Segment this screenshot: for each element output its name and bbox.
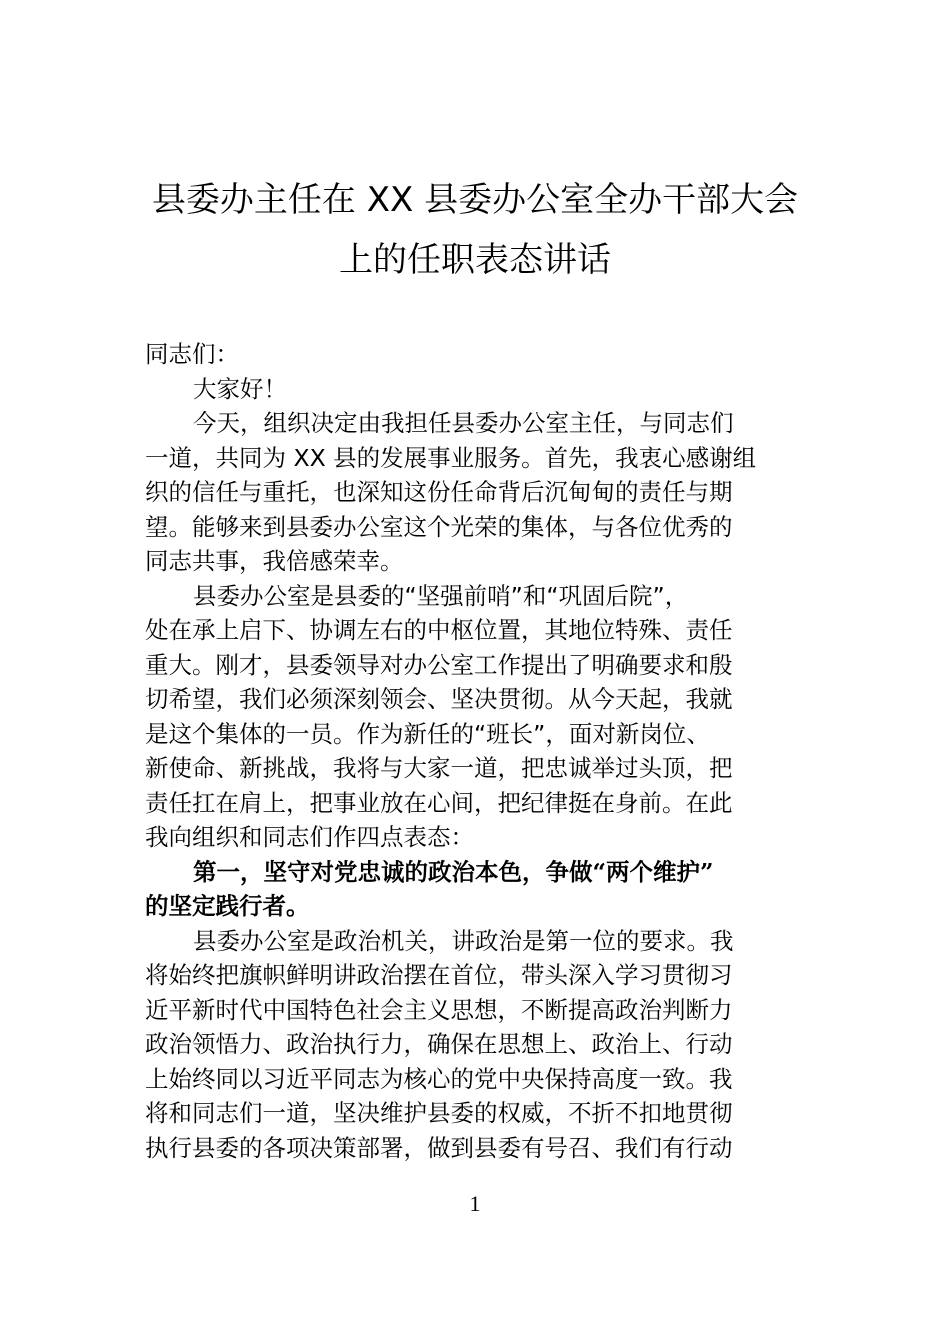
section-heading-line: 第一，坚守对党忠诚的政治本色，争做“两个维护” — [193, 857, 714, 886]
paragraph-line: 我向组织和同志们作四点表态： — [145, 823, 474, 851]
paragraph-line: 上始终同以习近平同志为核心的党中央保持高度一致。我 — [145, 1064, 733, 1093]
paragraph-line: 重大。刚才，县委领导对办公室工作提出了明确要求和殷 — [145, 650, 733, 679]
paragraph-line: 将始终把旗帜鲜明讲政治摆在首位，带头深入学习贯彻习 — [145, 961, 733, 989]
title-line: 上的任职表态讲话 — [339, 240, 611, 280]
paragraph-line: 大家好！ — [193, 374, 287, 403]
document-title — [140, 170, 810, 290]
paragraph-line: 是这个集体的一员。作为新任的“班长”，面对新岗位、 — [145, 719, 710, 748]
paragraph-line: 望。能够来到县委办公室这个光荣的集体，与各位优秀的 — [145, 512, 733, 541]
paragraph-line: 处在承上启下、协调左右的中枢位置，其地位特殊、责任 — [145, 616, 733, 644]
paragraph-line: 一道，共同为 XX 县的发展事业服务。首先，我衷心感谢组 — [145, 443, 757, 472]
paragraph-line: 政治领悟力、政治执行力，确保在思想上、政治上、行动 — [145, 1030, 733, 1058]
paragraph-line: 新使命、新挑战，我将与大家一道，把忠诚举过头顶，把 — [145, 754, 733, 782]
paragraph-line: 今天，组织决定由我担任县委办公室主任，与同志们 — [193, 409, 734, 437]
paragraph-line: 同志们： — [145, 340, 239, 368]
paragraph-line: 执行县委的各项决策部署，做到县委有号召、我们有行动 — [145, 1133, 733, 1162]
paragraph-line: 织的信任与重托，也深知这份任命背后沉甸甸的责任与期 — [145, 478, 733, 506]
paragraph-line: 切希望，我们必须深刻领会、坚决贯彻。从今天起，我就 — [145, 685, 733, 713]
paragraph-line: 县委办公室是县委的“坚强前哨”和“巩固后院”， — [193, 581, 689, 610]
page-number: 1 — [469, 1191, 481, 1216]
paragraph-line: 近平新时代中国特色社会主义思想，不断提高政治判断力 — [145, 995, 733, 1024]
paragraph-line: 同志共事，我倍感荣幸。 — [145, 547, 404, 575]
paragraph-line: 县委办公室是政治机关，讲政治是第一位的要求。我 — [193, 926, 734, 955]
paragraph-line: 将和同志们一道，坚决维护县委的权威，不折不扣地贯彻 — [145, 1099, 733, 1127]
paragraph-line: 责任扛在肩上，把事业放在心间，把纪律挺在身前。在此 — [145, 788, 733, 817]
document-body — [145, 337, 810, 1165]
title-line: 县委办主任在 XX 县委办公室全办干部大会 — [151, 180, 799, 220]
section-heading-line: 的坚定践行者。 — [145, 892, 310, 920]
